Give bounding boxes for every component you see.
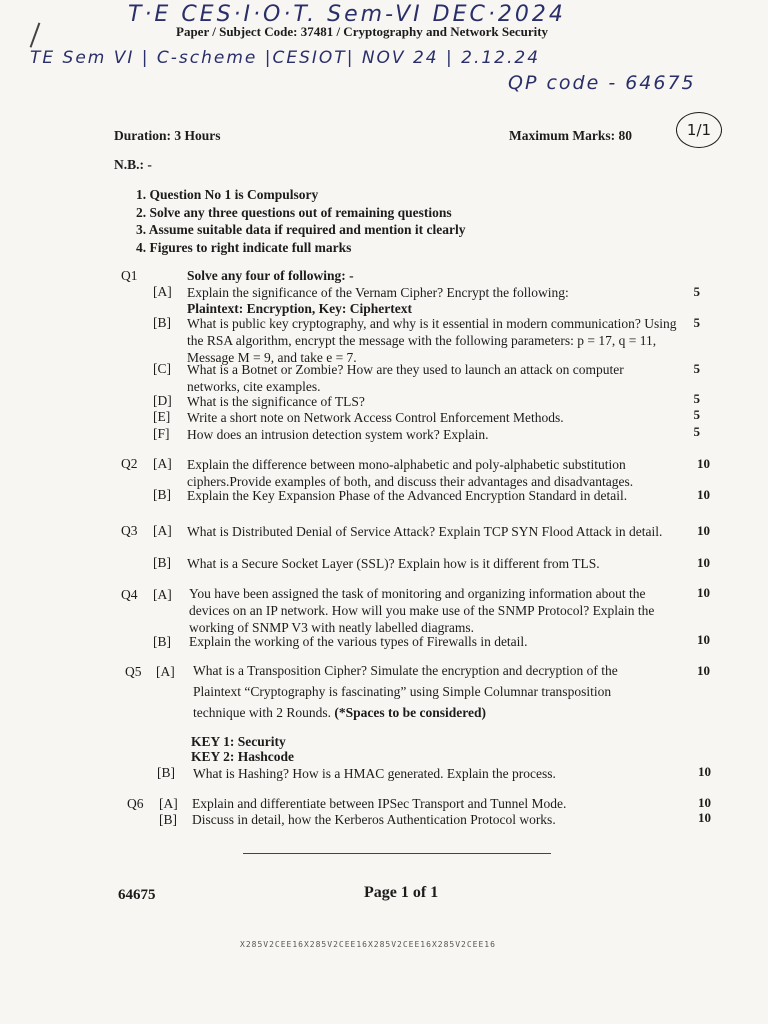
duration-label: Duration: 3 Hours xyxy=(114,128,221,143)
part-text: Explain the significance of the Vernam Cipher? Encrypt the following: xyxy=(187,285,569,300)
part-tag: [B] xyxy=(153,315,171,330)
part-text-line: What is a Transposition Cipher? Simulate the encryption and decryption of the xyxy=(193,663,618,678)
handwritten-exam-title: T·E CES·I·O·T. Sem-VI DEC·2024 xyxy=(128,2,566,27)
part-tag: [B] xyxy=(153,487,171,502)
handwritten-page-circle: 1/1 xyxy=(676,112,722,148)
part-tag: [E] xyxy=(153,409,171,424)
part-text: Explain the difference between mono-alphabetic and poly-alphabetic substitution ciphers.Provide examples of both, and discuss their advantages and disadvantages. xyxy=(187,457,634,489)
instruction-number: 4. xyxy=(136,240,147,255)
handwritten-qp-code: QP code - 64675 xyxy=(508,72,696,94)
instruction-item xyxy=(136,205,452,221)
part-marks: 10 xyxy=(697,523,710,538)
part-marks: 10 xyxy=(697,632,710,647)
part-text: Explain the Key Expansion Phase of the Advanced Encryption Standard in detail. xyxy=(187,488,628,503)
part-tag: [B] xyxy=(157,765,175,780)
part-text: Discuss in detail, how the Kerberos Authentication Protocol works. xyxy=(192,812,556,827)
paper-code-heading: Paper / Subject Code: 37481 / Cryptography and Network Security xyxy=(176,24,549,39)
instruction-text: Figures to right indicate full marks xyxy=(149,240,352,255)
question-label: Q5 xyxy=(125,664,142,679)
part-text: What is a Secure Socket Layer (SSL)? Explain how is it different from TLS. xyxy=(187,556,600,571)
part-tag: [A] xyxy=(153,587,172,602)
part-text: Explain and differentiate between IPSec Transport and Tunnel Mode. xyxy=(192,796,567,811)
question-heading: Solve any four of following: - xyxy=(187,268,354,283)
part-marks: 10 xyxy=(698,764,711,779)
part-tag: [A] xyxy=(153,284,172,299)
question-label: Q6 xyxy=(127,796,144,811)
footer-qp-code: 64675 xyxy=(118,887,156,903)
instruction-number: 1. xyxy=(136,187,147,202)
question-label: Q2 xyxy=(121,456,138,471)
instruction-text: Solve any three questions out of remaining questions xyxy=(149,205,452,220)
instruction-text: Assume suitable data if required and mention it clearly xyxy=(148,222,466,237)
part-tag: [A] xyxy=(156,664,175,679)
part-tag: [B] xyxy=(153,555,171,570)
question-label: Q1 xyxy=(121,268,138,283)
question-label: Q4 xyxy=(121,587,138,602)
part-text: technique with 2 Rounds. xyxy=(193,705,331,720)
part-tag: [C] xyxy=(153,361,171,376)
part-marks: 10 xyxy=(697,487,710,502)
part-marks: 10 xyxy=(697,585,710,600)
question-label: Q3 xyxy=(121,523,138,538)
instruction-item xyxy=(136,240,351,256)
part-marks: 5 xyxy=(693,361,700,376)
handwritten-exam-details: TE Sem VI | C-scheme |CESIOT| NOV 24 | 2.12.24 xyxy=(30,48,541,68)
part-marks: 5 xyxy=(693,424,700,439)
part-marks: 10 xyxy=(698,795,711,810)
footer-watermark: X285V2CEE16X285V2CEE16X285V2CEE16X285V2CEE16 xyxy=(240,940,496,949)
part-marks: 10 xyxy=(698,810,711,825)
part-text: Plaintext: Encryption, Key: Ciphertext xyxy=(187,301,412,316)
footer-divider xyxy=(243,853,551,854)
part-text: Explain the working of the various types of Firewalls in detail. xyxy=(189,634,528,649)
instruction-text: Question No 1 is Compulsory xyxy=(149,187,319,202)
part-marks: 10 xyxy=(697,456,710,471)
part-marks: 5 xyxy=(693,284,700,299)
part-text: What is Hashing? How is a HMAC generated. Explain the process. xyxy=(193,766,556,781)
part-tag: [D] xyxy=(153,393,172,408)
part-tag: [A] xyxy=(153,523,172,538)
part-text: What is Distributed Denial of Service Attack? Explain TCP SYN Flood Attack in detail. xyxy=(187,524,663,539)
footer-page-number: Page 1 of 1 xyxy=(364,884,439,901)
part-text: Write a short note on Network Access Control Enforcement Methods. xyxy=(187,410,564,425)
part-marks: 5 xyxy=(693,391,700,406)
part-text: What is public key cryptography, and why is it essential in modern communication? Using the RSA algorithm, encrypt the message with the following parameters: p = 17, q = 11, Message M = 9, and take e = 7. xyxy=(187,316,677,365)
part-text: How does an intrusion detection system work? Explain. xyxy=(187,427,489,442)
key-1: KEY 1: Security xyxy=(191,734,286,749)
part-marks: 10 xyxy=(697,663,710,678)
part-tag: [A] xyxy=(159,796,178,811)
part-marks: 5 xyxy=(693,407,700,422)
nb-label: N.B.: - xyxy=(114,157,152,172)
margin-slash-mark xyxy=(30,23,40,48)
max-marks-label: Maximum Marks: 80 xyxy=(509,128,632,143)
part-text: What is a Botnet or Zombie? How are they used to launch an attack on computer networks, cite examples. xyxy=(187,362,624,394)
instruction-number: 2. xyxy=(136,205,147,220)
part-text: What is the significance of TLS? xyxy=(187,394,365,409)
part-tag: [B] xyxy=(153,634,171,649)
instruction-item xyxy=(136,222,466,238)
instruction-number: 3. xyxy=(136,222,147,237)
spaces-note: (*Spaces to be considered) xyxy=(334,705,486,720)
part-tag: [B] xyxy=(159,812,177,827)
part-text: You have been assigned the task of monitoring and organizing information about the devices on an IP network. How will you make use of the SNMP Protocol? Explain the working of SNMP V3 with neatly labelled diagrams. xyxy=(189,586,655,635)
part-marks: 10 xyxy=(697,555,710,570)
part-tag: [A] xyxy=(153,456,172,471)
instruction-item xyxy=(136,187,318,203)
part-marks: 5 xyxy=(693,315,700,330)
key-2: KEY 2: Hashcode xyxy=(191,749,295,764)
part-tag: [F] xyxy=(153,426,170,441)
part-text-line xyxy=(193,705,486,721)
part-text-line: Plaintext “Cryptography is fascinating” using Simple Columnar transposition xyxy=(193,684,612,699)
